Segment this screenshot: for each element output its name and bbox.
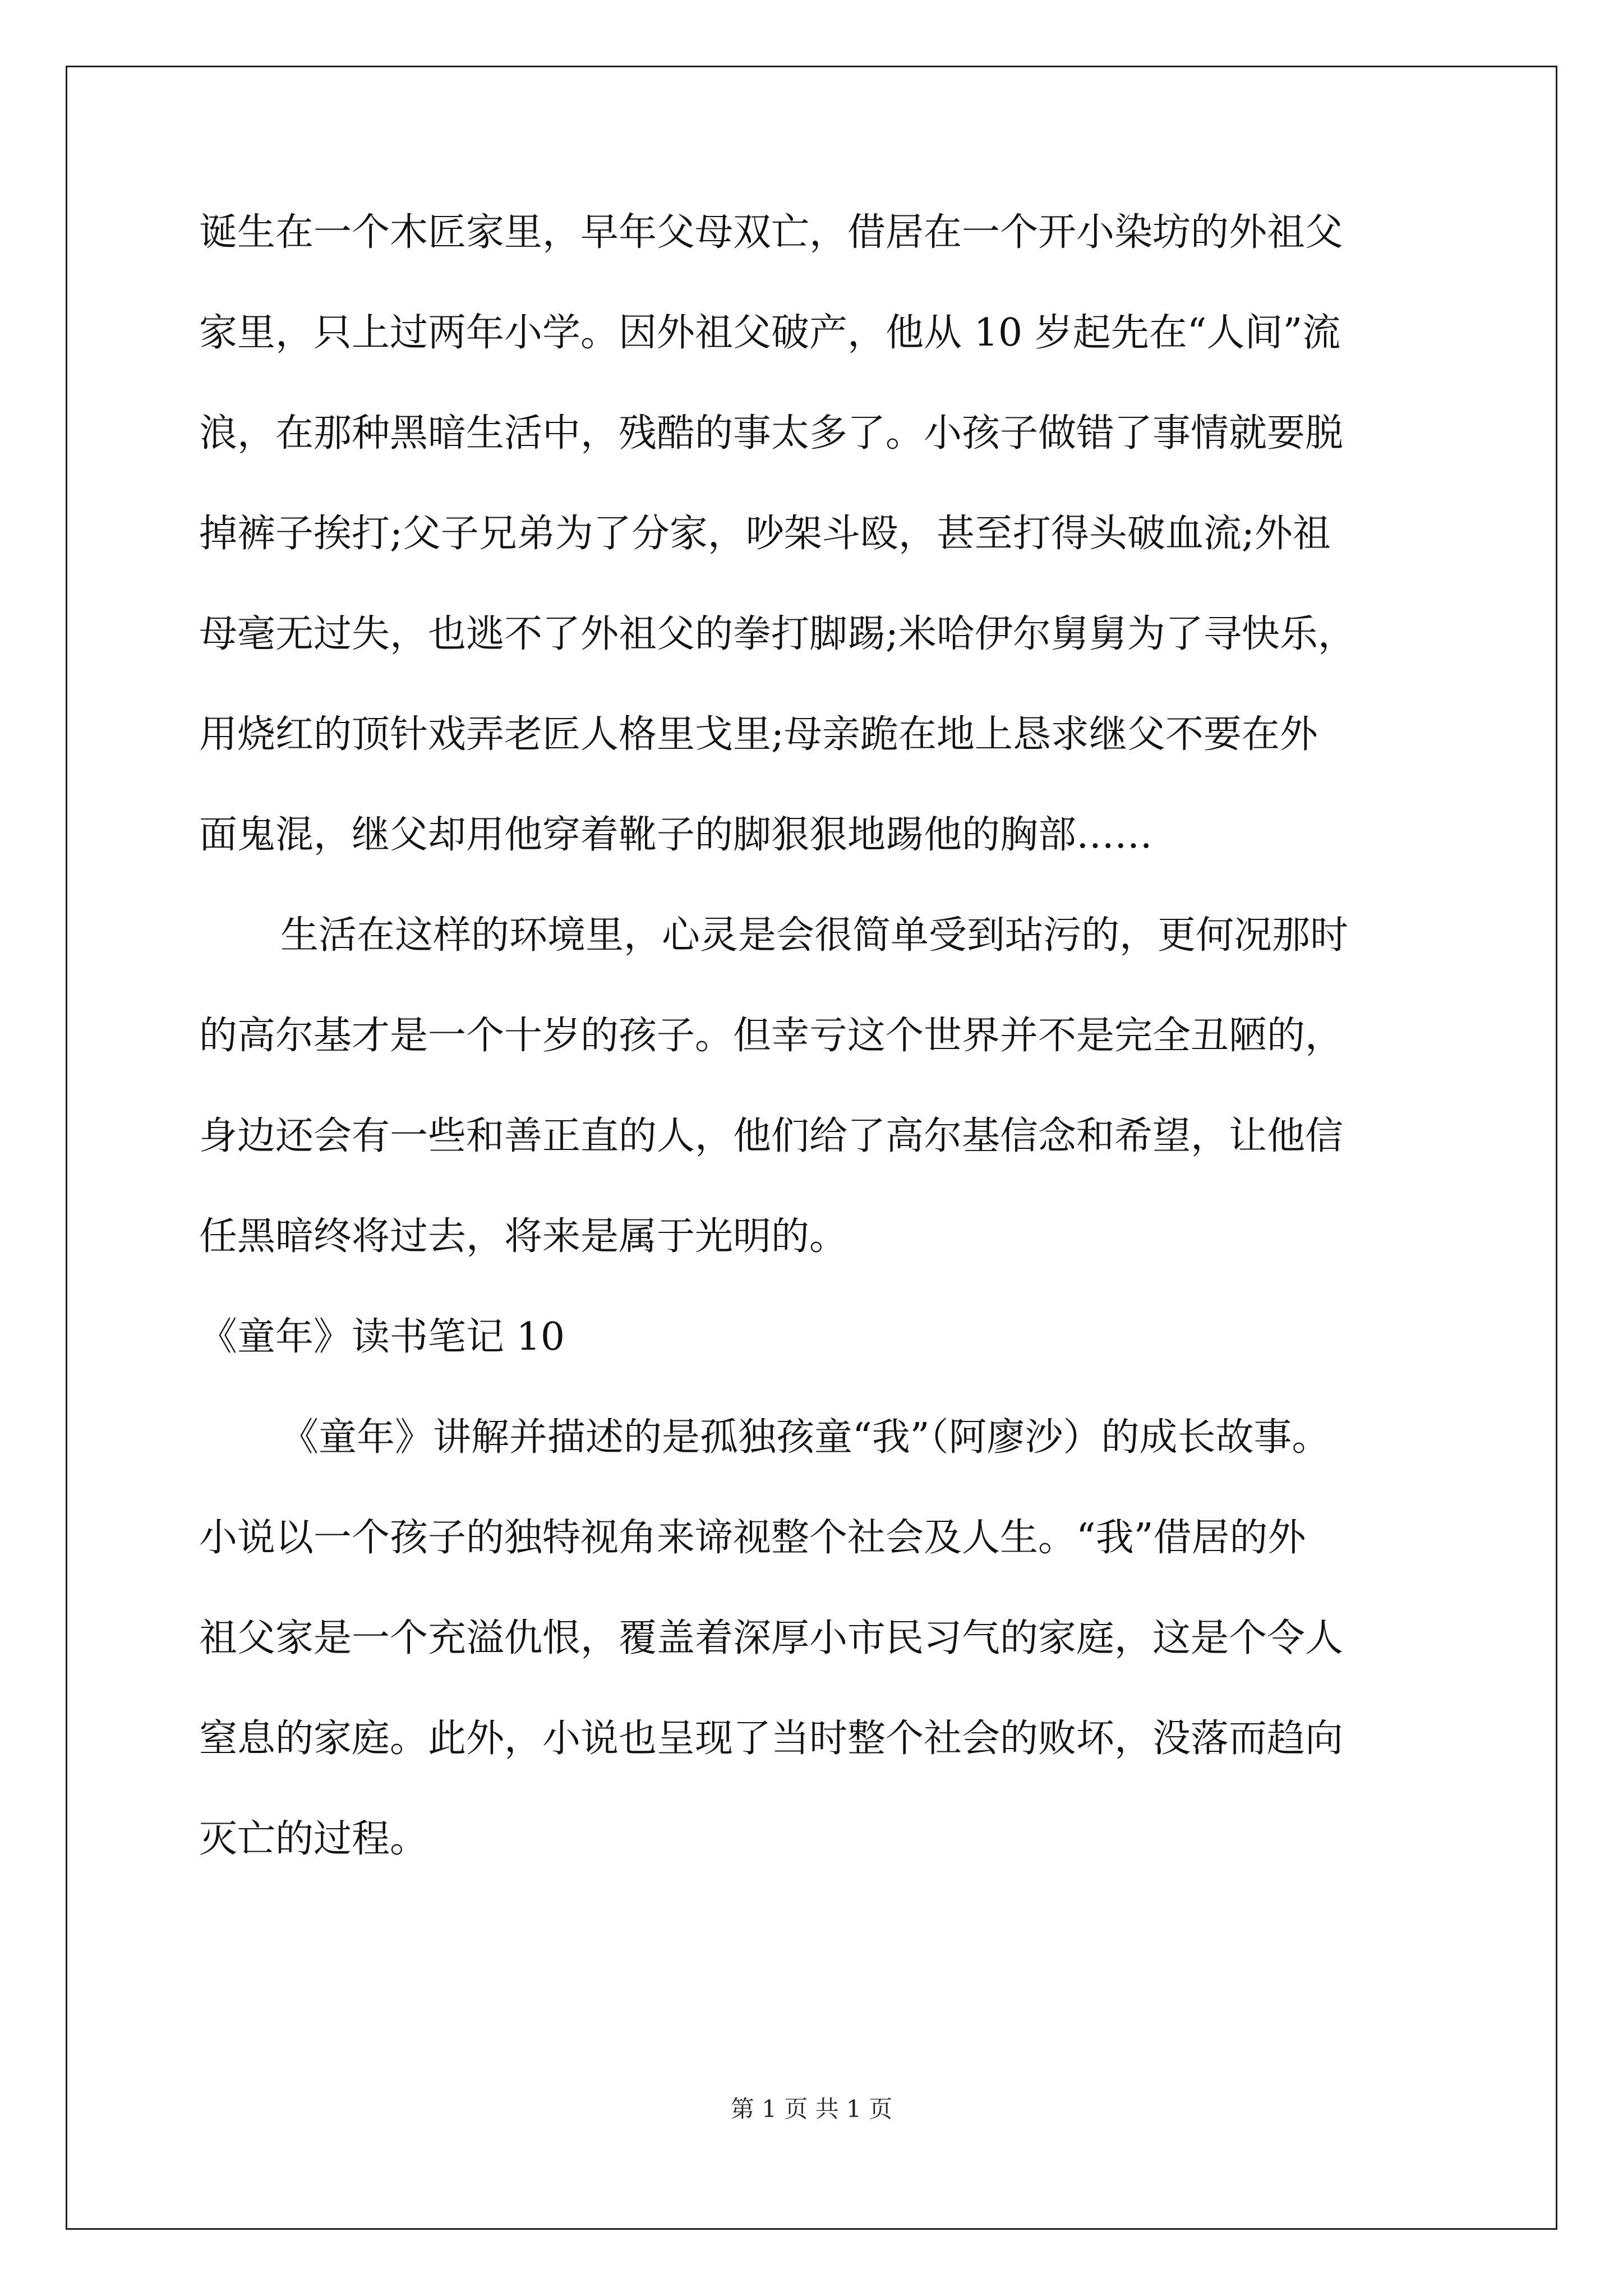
text-line: 窒息的家庭。此外，小说也呈现了当时整个社会的败坏，没落而趋向 (199, 1717, 1344, 1761)
document-body (199, 210, 1489, 1920)
text-line: 小说以一个孩子的独特视角来谛视整个社会及人生。“我”借居的外 (199, 1516, 1306, 1560)
page-footer: 第 1 页 共 1 页 (730, 2095, 893, 2123)
text-line: 灭亡的过程。 (199, 1817, 428, 1861)
section-heading: 《童年》读书笔记 10 (199, 1315, 565, 1359)
text-line: 的高尔基才是一个十岁的孩子。但幸亏这个世界并不是完全丑陋的， (199, 1014, 1344, 1058)
paragraph-3 (199, 1415, 1489, 1861)
text-line: 用烧红的顶针戏弄老匠人格里戈里;母亲跪在地上恳求继父不要在外 (199, 712, 1318, 757)
text-line: 掉裤子挨打;父子兄弟为了分家，吵架斗殴，甚至打得头破血流;外祖 (199, 512, 1331, 556)
text-line: 浪，在那种黑暗生活中，残酷的事太多了。小孩子做错了事情就要脱 (199, 411, 1344, 455)
text-line: 任黑暗终将过去，将来是属于光明的。 (199, 1214, 848, 1259)
text-line: 家里，只上过两年小学。因外祖父破产，他从 10 岁起先在“人间”流 (199, 311, 1341, 355)
paragraph-2 (199, 913, 1489, 1259)
text-line: 母毫无过失，也逃不了外祖父的拳打脚踢;米哈伊尔舅舅为了寻快乐， (199, 612, 1356, 656)
paragraph-1 (199, 210, 1489, 857)
text-line: 诞生在一个木匠家里，早年父母双亡，借居在一个开小染坊的外祖父 (199, 210, 1344, 255)
text-line: 身边还会有一些和善正直的人，他们给了高尔基信念和希望，让他信 (199, 1114, 1344, 1158)
text-line: 生活在这样的环境里，心灵是会很简单受到玷污的，更何况那时 (280, 913, 1349, 958)
text-line: 《童年》讲解并描述的是孤独孩童“我”（阿廖沙）的成长故事。 (280, 1415, 1330, 1460)
text-line: 面鬼混，继父却用他穿着靴子的脚狠狠地踢他的胸部…… (199, 813, 1153, 857)
text-line: 祖父家是一个充溢仇恨，覆盖着深厚小市民习气的家庭，这是个令人 (199, 1616, 1344, 1660)
